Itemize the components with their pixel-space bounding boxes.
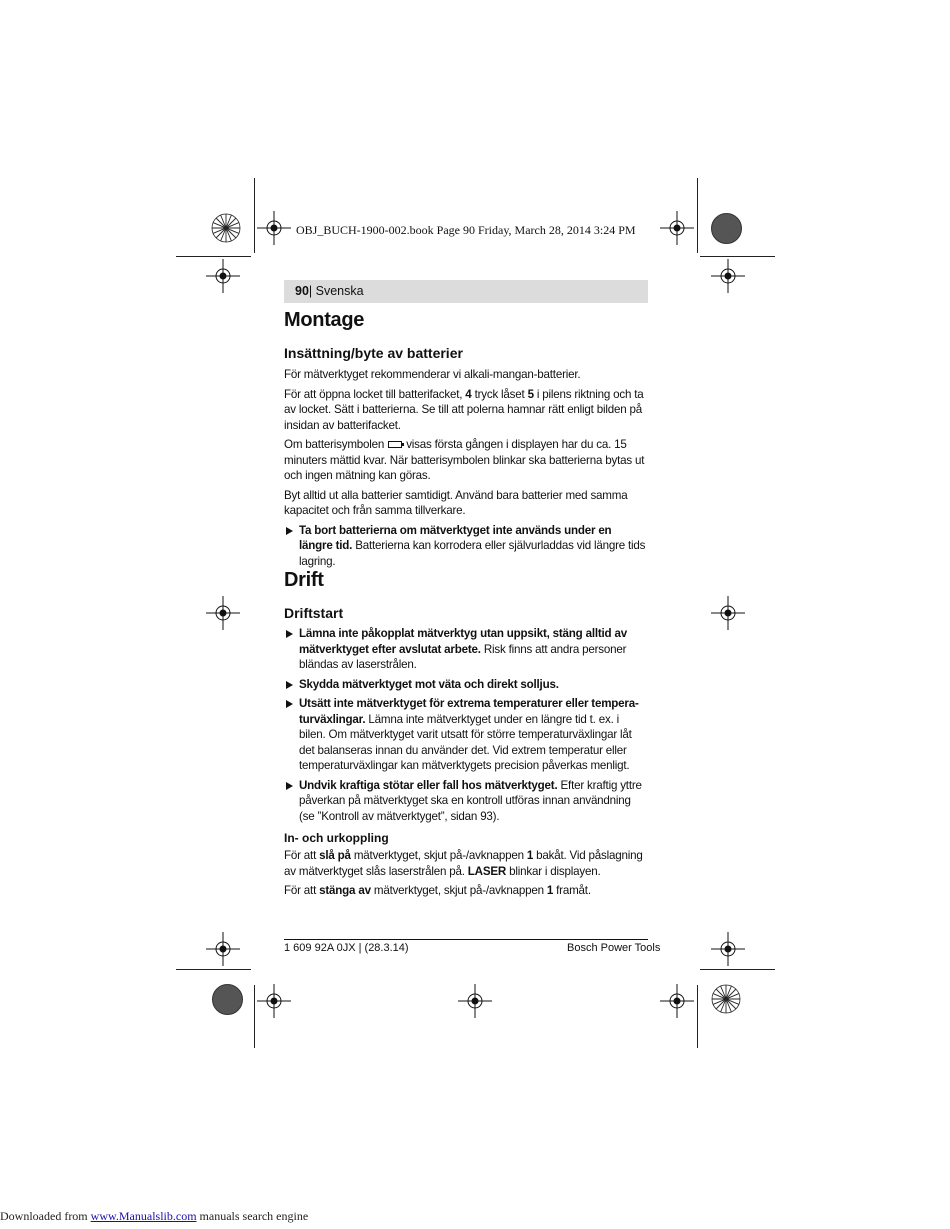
bullet-triangle-icon xyxy=(286,527,293,535)
footer-brand: Bosch Power Tools xyxy=(567,942,661,954)
page-number: 90 xyxy=(295,284,309,298)
section-title: Drift xyxy=(284,569,324,591)
section-title: Montage xyxy=(284,309,365,331)
header-separator: | xyxy=(308,284,313,298)
footer-doc-number: 1 609 92A 0JX | (28.3.14) xyxy=(284,942,409,954)
registration-mark-icon xyxy=(458,984,492,1018)
page-header xyxy=(284,280,648,303)
footer-rule xyxy=(284,939,648,940)
warning-bullet: Skydda mätverktyget mot väta och direkt solljus. xyxy=(284,677,648,693)
registration-mark-icon xyxy=(206,932,240,966)
registration-mark-icon xyxy=(257,211,291,245)
gray-target-icon xyxy=(212,984,243,1015)
registration-mark-icon xyxy=(257,984,291,1018)
bullet-triangle-icon xyxy=(286,700,293,708)
paragraph: För att öppna locket till batterifacket, 4 tryck låset 5 i pilens riktning och ta av locket. Sätt i batterierna. Se till att polerna hamnar rätt enligt bilden på insidan av batterifacket. xyxy=(284,387,644,432)
subsection-title: Driftstart xyxy=(284,605,344,621)
paragraph: För att stänga av mätverktyget, skjut på-/avknappen 1 framåt. xyxy=(284,884,591,897)
registration-mark-icon xyxy=(711,259,745,293)
registration-mark-icon xyxy=(711,596,745,630)
paragraph: Om batterisymbolen visas första gången i displayen har du ca. 15 minuters mättid kvar. När batterisymbolen blinkar ska batterierna bytas ut och ingen mätning kan göras. xyxy=(284,438,645,482)
section-montage xyxy=(284,308,648,332)
bullet-triangle-icon xyxy=(286,782,293,790)
starburst-target-icon xyxy=(211,213,241,243)
registration-mark-icon xyxy=(660,984,694,1018)
warning-bullet: Undvik kraftiga stötar eller fall hos mätverktyget. Efter kraftig yttre påverkan på mätverktyget ska en kontroll utföras innan användning (se ”Kontroll av mätverktyget”, sidan 93). xyxy=(284,778,648,825)
warning-bullet: Utsätt inte mätverktyget för extrema temperaturer eller tempera-turväxlingar. Lämna inte mätverktyget under en längre tid t. ex. i bilen. Om mätverktyget varit utsatt för större temperaturväxlingar låt det balanseras innan du använder det. Vid extrem temperatur eller temperaturväxlingar kan mätverktygets precision påverkas menligt. xyxy=(284,696,648,774)
subsection-title: Insättning/byte av batterier xyxy=(284,345,463,361)
subsubsection-title: In- och urkoppling xyxy=(284,831,389,845)
gray-target-icon xyxy=(711,213,742,244)
bullet-triangle-icon xyxy=(286,681,293,689)
download-notice: Downloaded from www.Manualslib.com manuals search engine xyxy=(0,1209,309,1223)
print-slug: OBJ_BUCH-1900-002.book Page 90 Friday, March 28, 2014 3:24 PM xyxy=(296,223,636,237)
warning-bullet: Ta bort batterierna om mätverktyget inte används under en längre tid. Batterierna kan korrodera eller självurladdas vid längre tids lagring. xyxy=(284,523,648,570)
registration-mark-icon xyxy=(206,596,240,630)
registration-mark-icon xyxy=(711,932,745,966)
paragraph: För att slå på mätverktyget, skjut på-/avknappen 1 bakåt. Vid påslagning av mätverktyget slås laserstrålen på. LASER blinkar i displayen. xyxy=(284,849,643,878)
paragraph: Byt alltid ut alla batterier samtidigt. Använd bara batterier med samma kapacitet och från samma tillverkare. xyxy=(284,488,628,517)
battery-icon xyxy=(388,441,402,448)
warning-bullet: Lämna inte påkopplat mätverktyg utan uppsikt, stäng alltid av mätverktyget efter avslutat arbete. Risk finns att andra personer bländas av laserstrålen. xyxy=(284,626,648,673)
montage-body xyxy=(284,344,648,569)
bullet-triangle-icon xyxy=(286,630,293,638)
section-drift xyxy=(284,568,648,592)
paragraph: För mätverktyget rekommenderar vi alkali-mangan-batterier. xyxy=(284,368,581,381)
registration-mark-icon xyxy=(206,259,240,293)
starburst-target-icon xyxy=(711,984,741,1014)
registration-mark-icon xyxy=(660,211,694,245)
drift-body xyxy=(284,604,648,899)
header-language: Svenska xyxy=(315,284,364,298)
manualslib-link[interactable]: www.Manualslib.com xyxy=(90,1209,197,1223)
